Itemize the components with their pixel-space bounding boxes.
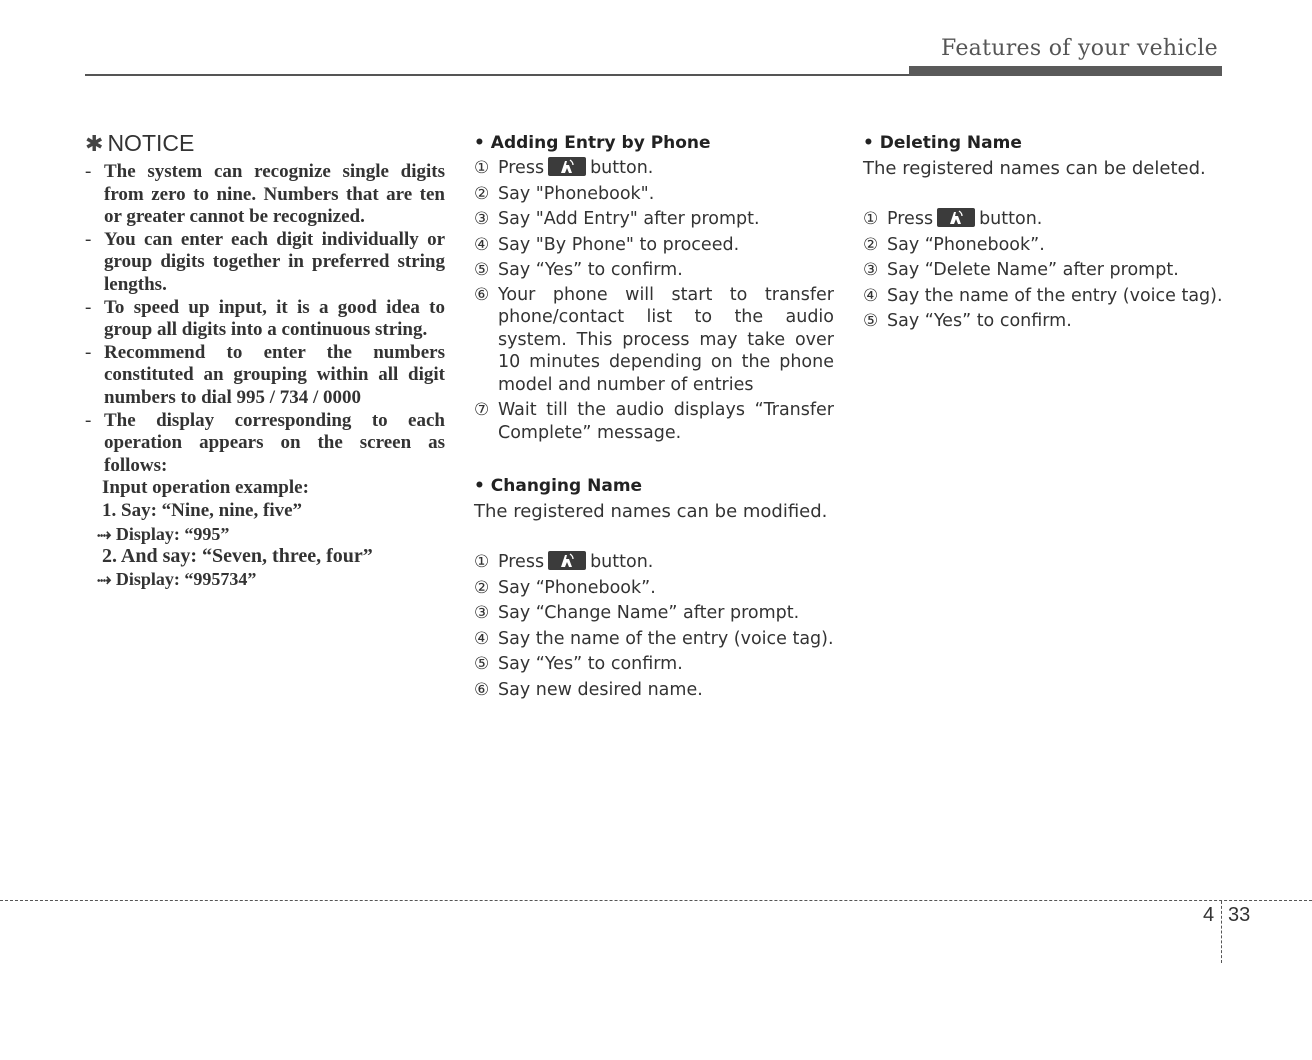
step-item	[863, 309, 1233, 335]
step-number: ⑤	[474, 654, 490, 674]
step-number: ①	[863, 209, 879, 229]
step-item	[474, 182, 834, 208]
header-accent-bar	[909, 66, 1222, 76]
step-number: ⑤	[474, 260, 490, 280]
step-text: Say "Add Entry" after prompt.	[498, 209, 760, 229]
step-text: Press	[498, 158, 545, 178]
example-display-1: ⤑ Display: “995”	[97, 523, 230, 544]
example-display-1-text: Display: “995”	[115, 523, 230, 544]
example-line-1: 1. Say: “Nine, nine, five”	[102, 499, 303, 521]
step-number: ④	[474, 234, 490, 255]
right-column	[863, 130, 1233, 335]
step-text: Say new desired name.	[498, 679, 703, 700]
step-text-suffix: button.	[590, 552, 654, 572]
step-text: Say “Change Name” after prompt.	[498, 603, 800, 623]
footer-page-divider	[1221, 901, 1222, 963]
step-text: Say “Phonebook”.	[887, 234, 1045, 255]
changing-name-title: • Changing Name	[474, 476, 643, 496]
chapter-number: 4	[1203, 904, 1215, 926]
step-number: ①	[474, 158, 490, 178]
step-item	[474, 576, 834, 602]
deleting-name-title: • Deleting Name	[863, 133, 1022, 153]
notice-heading	[85, 130, 445, 157]
step-text: Say "Phonebook".	[498, 183, 655, 204]
step-number: ③	[474, 603, 490, 623]
notice-item: - You can enter each digit individually or group digits together in preferred string lengths.	[85, 228, 445, 295]
step-item	[863, 284, 1233, 310]
step-number: ③	[474, 209, 490, 229]
step-text: Say “Yes” to confirm.	[498, 654, 683, 674]
step-number: ⑦	[474, 400, 490, 420]
step-text: Say the name of the entry (voice tag).	[498, 628, 834, 649]
adding-entry-title: • Adding Entry by Phone	[474, 133, 711, 153]
step-number: ②	[863, 234, 879, 255]
asterisk-icon: ✱	[85, 130, 104, 156]
notice-list	[85, 161, 445, 477]
step-number: ③	[863, 260, 879, 280]
step-text: Say the name of the entry (voice tag).	[887, 285, 1223, 306]
example-line-2: 2. And say: “Seven, three, four”	[102, 545, 373, 568]
page-number: 33	[1228, 904, 1251, 926]
notice-item: - To speed up input, it is a good idea to group all digits into a continuous string.	[85, 296, 445, 341]
notice-item: - The display corresponding to each operation appears on the screen as follows:	[85, 409, 445, 476]
step-number: ②	[474, 577, 490, 598]
step-item	[474, 678, 834, 704]
notice-item-text: The system can recognize single digits from zero to nine. Numbers that are ten or greater cannot be recognized.	[104, 161, 445, 228]
step-text-suffix: button.	[979, 209, 1043, 229]
step-number: ②	[474, 183, 490, 204]
step-number: ①	[474, 552, 490, 572]
step-text: Wait till the audio displays “Transfer Complete” message.	[498, 400, 834, 443]
example-display-2: ⤑ Display: “995734”	[97, 568, 257, 589]
example-title: Input operation example:	[102, 477, 309, 499]
step-text: Your phone will start to transfer phone/contact list to the audio system. This process may take over 10 minutes depending on the phone model and number of entries	[498, 284, 834, 395]
step-number: ⑥	[474, 284, 490, 305]
step-item	[474, 284, 834, 397]
step-item	[863, 258, 1233, 284]
notice-title: NOTICE	[107, 130, 195, 156]
step-text-suffix: button.	[590, 158, 654, 178]
notice-item-text: To speed up input, it is a good idea to group all digits into a continuous string.	[104, 296, 445, 341]
step-item	[863, 207, 1233, 233]
step-number: ④	[863, 285, 879, 306]
step-item	[474, 399, 834, 444]
step-text: Press	[498, 552, 545, 572]
step-item	[474, 550, 834, 576]
phone-talk-button-icon	[548, 157, 586, 176]
step-text: Say “Phonebook”.	[498, 577, 656, 598]
middle-column	[474, 130, 834, 703]
step-text: Say "By Phone" to proceed.	[498, 234, 740, 255]
notice-item: - Recommend to enter the numbers constituted an grouping within all digit numbers to dial 995 / 734 / 0000	[85, 341, 445, 408]
deleting-name-steps	[863, 207, 1233, 335]
footer-dashed-rule	[0, 900, 1312, 901]
step-item	[474, 627, 834, 653]
page-header-title: Features of your vehicle	[941, 36, 1218, 61]
step-item	[474, 233, 834, 259]
notice-item-text: The display corresponding to each operation appears on the screen as follows:	[104, 409, 445, 476]
step-text: Say “Yes” to confirm.	[887, 311, 1072, 331]
step-text: Say “Yes” to confirm.	[498, 260, 683, 280]
phone-talk-button-icon	[548, 551, 586, 570]
step-item	[474, 258, 834, 284]
notice-item-text: Recommend to enter the numbers constituted an grouping within all digit numbers to dial 995 / 734 / 0000	[104, 341, 445, 408]
step-item	[474, 156, 834, 182]
deleting-name-desc: The registered names can be deleted.	[863, 158, 1206, 179]
changing-name-steps	[474, 550, 834, 703]
notice-column	[85, 130, 445, 590]
step-number: ④	[474, 628, 490, 649]
phone-talk-button-icon	[937, 208, 975, 227]
notice-item-text: You can enter each digit individually or group digits together in preferred string lengths.	[104, 228, 445, 295]
step-item	[474, 207, 834, 233]
changing-name-desc: The registered names can be modified.	[474, 501, 828, 522]
example-display-2-text: Display: “995734”	[115, 568, 257, 589]
step-number: ⑥	[474, 679, 490, 700]
adding-entry-steps	[474, 156, 834, 444]
step-number: ⑤	[863, 311, 879, 331]
step-item	[863, 233, 1233, 259]
step-item	[474, 601, 834, 627]
step-item	[474, 652, 834, 678]
header-rule	[85, 74, 909, 76]
step-text: Press	[887, 209, 934, 229]
step-text: Say “Delete Name” after prompt.	[887, 260, 1179, 280]
notice-item: - The system can recognize single digits from zero to nine. Numbers that are ten or greater cannot be recognized.	[85, 161, 445, 228]
